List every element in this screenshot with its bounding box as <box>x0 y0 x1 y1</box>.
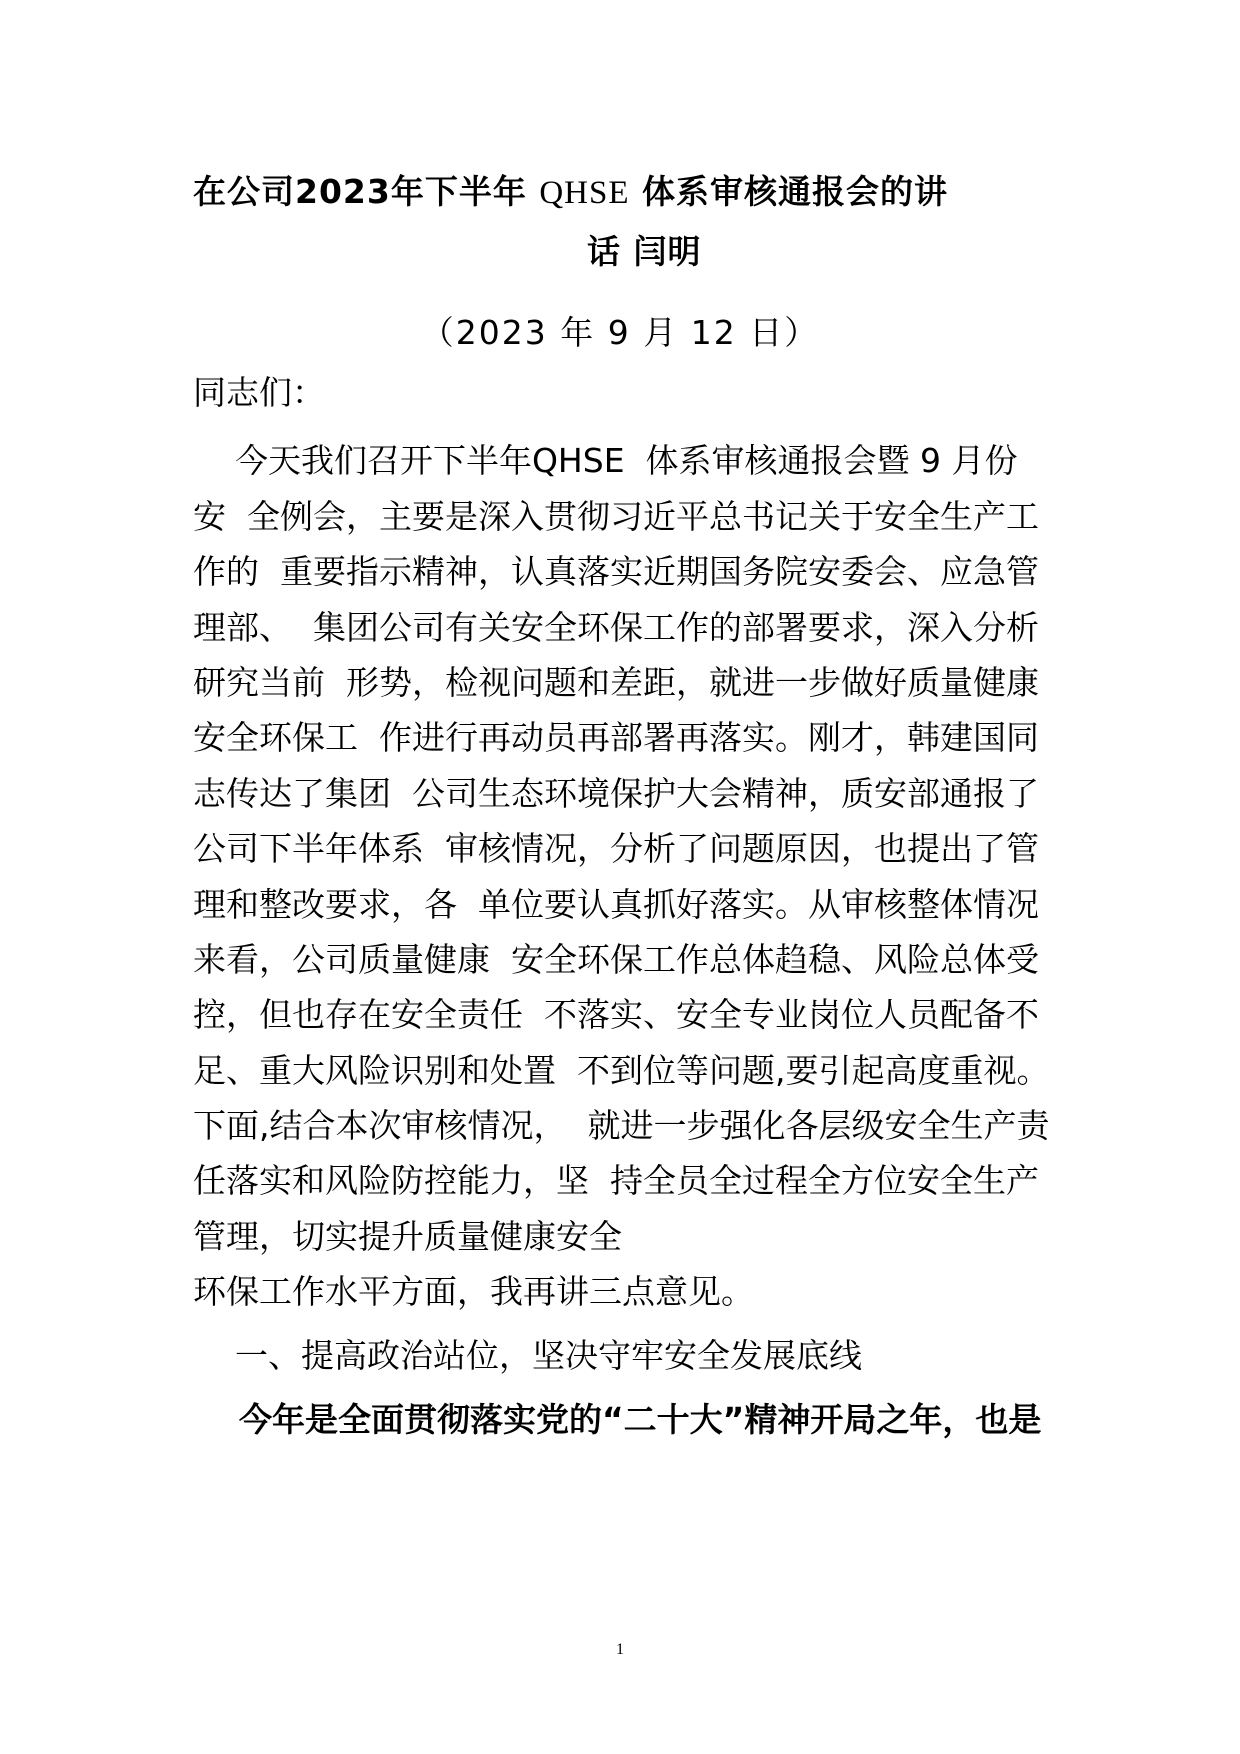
title-text-b: QHSE <box>539 175 630 211</box>
body-line: 理和整改要求，各 单位要认真抓好落实。从审核整体情况 <box>193 885 1039 924</box>
body-line: 同志们： <box>193 373 325 412</box>
body-line: 研究当前 形势，检视问题和差距，就进一步做好质量健康 <box>193 663 1039 702</box>
title-line-2: 话 闫明 <box>587 232 702 271</box>
body-line: 理部、 集团公司有关安全环保工作的部署要求，深入分析 <box>193 608 1039 647</box>
body-line: 控，但也存在安全责任 不落实、安全专业岗位人员配备不 <box>193 995 1039 1034</box>
title-line-1 <box>193 172 948 213</box>
body-line: 任落实和风险防控能力，坚 持全员全过程全方位安全生产 <box>193 1161 1039 1200</box>
body-line: 公司下半年体系 审核情况，分析了问题原因，也提出了管 <box>193 829 1039 868</box>
body-line: 志传达了集团 公司生态环境保护大会精神，质安部通报了 <box>193 774 1039 813</box>
body-line: 足、重大风险识别和处置 不到位等问题,要引起高度重视。 <box>193 1051 1050 1090</box>
section-heading: 一、提高政治站位，坚决守牢安全发展底线 <box>193 1336 862 1375</box>
body-line: 安全环保工 作进行再动员再部署再落实。刚才，韩建国同 <box>193 718 1039 757</box>
body-line: 来看，公司质量健康 安全环保工作总体趋稳、风险总体受 <box>193 940 1039 979</box>
body-line: 环保工作水平方面，我再讲三点意见。 <box>193 1272 754 1311</box>
page-number: 1 <box>616 1641 624 1658</box>
body-line: 安 全例会，主要是深入贯彻习近平总书记关于安全生产工 <box>193 497 1039 536</box>
body-line-bold: 今年是全面贯彻落实党的“二十大”精神开局之年，也是 <box>193 1400 1042 1439</box>
date-line: （2023 年 9 月 12 日） <box>420 313 820 352</box>
body-line: 作的 重要指示精神，认真落实近期国务院安委会、应急管 <box>193 552 1039 591</box>
title-text-a: 在公司2023年下半年 <box>193 172 540 211</box>
body-line: 今天我们召开下半年QHSE 体系审核通报会暨 9 月份 <box>193 441 1018 480</box>
body-line: 管理，切实提升质量健康安全 <box>193 1217 622 1256</box>
title-text-c: 体系审核通报会的讲 <box>629 172 949 211</box>
body-line: 下面,结合本次审核情况， 就进一步强化各层级安全生产责 <box>193 1106 1050 1145</box>
